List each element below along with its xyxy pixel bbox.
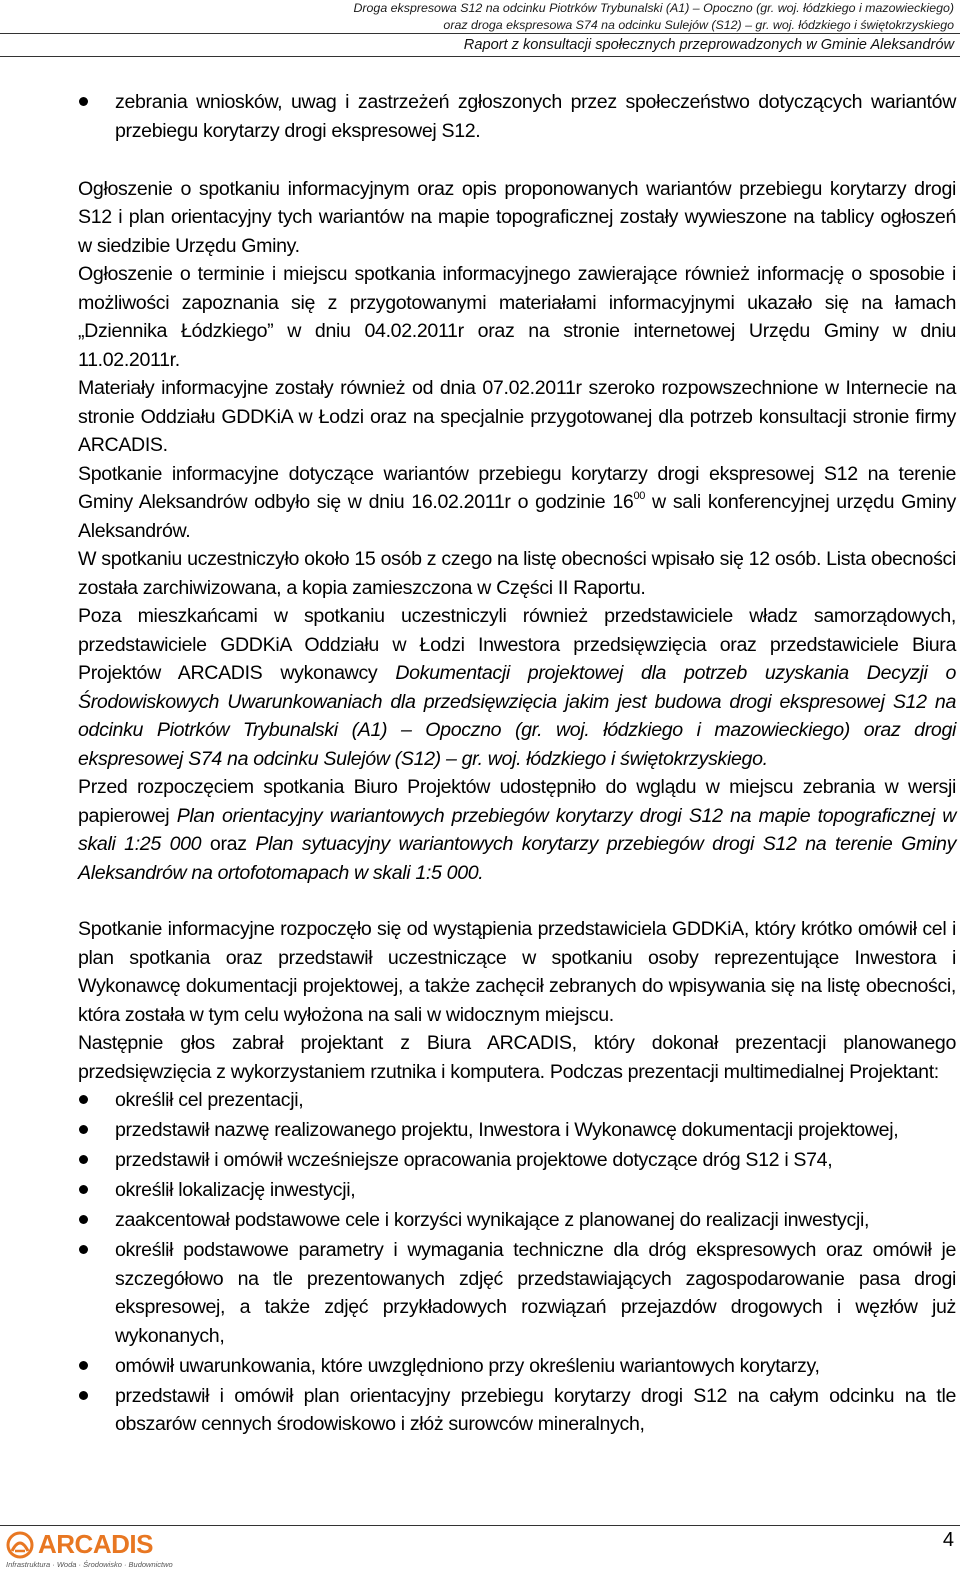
bullet-icon	[79, 1391, 88, 1400]
paragraph: Ogłoszenie o terminie i miejscu spotkania informacyjnego zawierające również informację o sposobie i możliwości zapoznania się z przygotowanymi materiałami informacyjnymi ukazało się na łamach „Dziennika Łódzkiego” w dniu 04.02.2011r oraz na stronie internetowej Urzędu Gminy w dniu 11.02.2011r.	[78, 263, 956, 371]
list-item-text: omówił uwarunkowania, które uwzględniono przy określeniu wariantowych korytarzy,	[115, 1354, 820, 1377]
plan-title-italic: Plan sytuacyjny wariantowych korytarzy przebiegów drogi S12 na terenie Gminy Aleksandrów na ortofotomapach w skali 1:5 000.	[78, 833, 957, 884]
paragraph: Spotkanie informacyjne rozpoczęło się od wystąpienia przedstawiciela GDDKiA, który krótko omówił cel i plan spotkania oraz przedstawił uczestniczące w spotkaniu osoby reprezentujące Inwestora i Wykonawcę dokumentacji projektowej, a także zachęcił zebranych do wpisywania się na listę obecności, która została w tym celu wyłożona na sali w widocznym miejscu.	[78, 918, 956, 1026]
list-item-text: przedstawił i omówił plan orientacyjny przebiegu korytarzy drogi S12 na całym odcinku na tle obszarów cennych środowiskowo i złóż surowców mineralnych,	[115, 1384, 956, 1435]
paragraph: W spotkaniu uczestniczyło około 15 osób z czego na listę obecności wpisało się 12 osób. Lista obecności została zarchiwizowana, a kopia zamieszczona w Części II Raportu.	[78, 548, 956, 599]
list-item-text: określił lokalizację inwestycji,	[115, 1179, 356, 1201]
list-item-text: przedstawił nazwę realizowanego projektu, Inwestora i Wykonawcę dokumentacji projektowej,	[115, 1119, 899, 1141]
list-item-text: określił cel prezentacji,	[115, 1089, 304, 1111]
header-line-2: oraz droga ekspresowa S74 na odcinku Sulejów (S12) – gr. woj. łódzkiego i świętokrzyskiego	[443, 18, 954, 32]
superscript-minutes: 00	[633, 490, 645, 502]
paragraph-text: Przed rozpoczęciem spotkania Biuro Projektów udostępniło do wglądu w miejscu zebrania w wersji papierowej	[78, 776, 956, 827]
list-item-text: przedstawił i omówił wcześniejsze opracowania projektowe dotyczące dróg S12 i S74,	[115, 1149, 833, 1171]
page-header	[0, 0, 960, 58]
paragraph: Materiały informacyjne zostały również od dnia 07.02.2011r szeroko rozpowszechnione w Internecie na stronie Oddziału GDDKiA w Łodzi oraz na specjalnie przygotowanej dla potrzeb konsultacji stronie firmy ARCADIS.	[78, 377, 956, 456]
paragraph	[78, 460, 956, 546]
bullet-icon	[79, 1155, 88, 1164]
paragraph	[78, 773, 956, 887]
document-title-italic: Dokumentacji projektowej dla potrzeb uzyskania Decyzji o Środowiskowych Uwarunkowaniach dla przedsięwzięcia jakim jest budowa drogi ekspresowej S12 na odcinku Piotrków Trybunalski (A1) – Opoczno (gr. woj. łódzkiego i mazowieckiego) oraz drogi ekspresowej S74 na odcinku Sulejów (S12) – gr. woj. łódzkiego i świętokrzyskiego.	[78, 662, 956, 770]
page-footer	[0, 1521, 960, 1573]
header-report-title: Raport z konsultacji społecznych przeprowadzonych w Gminie Aleksandrów	[463, 37, 954, 53]
bullet-icon	[79, 97, 88, 106]
bullet-icon	[79, 1245, 88, 1254]
list-item-text: zebrania wniosków, uwag i zastrzeżeń zgłoszonych przez społeczeństwo dotyczących wariantów przebiegu korytarzy drogi ekspresowej S12.	[115, 91, 956, 142]
bullet-icon	[79, 1185, 88, 1194]
logo-name: ARCADIS	[38, 1529, 153, 1559]
paragraph-text: Spotkanie informacyjne dotyczące wariantów przebiegu korytarzy drogi ekspresowej S12 na terenie Gminy Aleksandrów odbyło się w dniu 16.02.2011r o godzinie 16	[78, 462, 956, 513]
paragraph	[78, 602, 956, 773]
list-item	[78, 1382, 956, 1439]
arcadis-logo	[4, 1529, 173, 1571]
bullet-icon	[79, 1095, 88, 1104]
bullet-icon	[79, 1215, 88, 1224]
list-item	[78, 1176, 956, 1205]
header-line-1: Droga ekspresowa S12 na odcinku Piotrków Trybunalski (A1) – Opoczno (gr. woj. łódzkiego i mazowieckiego)	[353, 1, 954, 15]
bullet-list-top	[78, 88, 956, 145]
list-item	[78, 1352, 956, 1381]
document-body	[78, 88, 956, 1440]
paragraph-text: Poza mieszkańcami w spotkaniu uczestniczyli również przedstawiciele władz samorządowych, przedstawiciele GDDKiA Oddziału w Łodzi Inwestora przedsięwzięcia oraz przedstawiciele Biura Projektów ARCADIS wykonawcy	[78, 605, 956, 684]
list-item-text: zaakcentował podstawowe cele i korzyści wynikające z planowanej do realizacji inwestycji,	[115, 1209, 870, 1231]
paragraph: Ogłoszenie o spotkaniu informacyjnym oraz opis proponowanych wariantów przebiegu korytarzy drogi S12 i plan orientacyjny tych wariantów na mapie topograficznej zostały wywieszone na tablicy ogłoszeń w siedzibie Urzędu Gminy.	[78, 177, 956, 257]
list-item	[78, 88, 956, 145]
list-item	[78, 1116, 956, 1145]
arcadis-mark-icon	[6, 1531, 34, 1559]
list-item	[78, 1206, 956, 1235]
list-item	[78, 1086, 956, 1115]
footer-divider	[0, 1525, 960, 1526]
bullet-list-presentation	[78, 1086, 956, 1439]
header-divider-bottom	[0, 56, 960, 57]
bullet-icon	[79, 1361, 88, 1370]
list-item	[78, 1146, 956, 1175]
map-title-italic: Plan orientacyjny wariantowych przebiegów korytarzy drogi S12 na mapie topograficznej w skali 1:25 000	[78, 804, 957, 855]
page-number: 4	[942, 1529, 954, 1551]
logo-tagline: Infrastruktura · Woda · Środowisko · Budownictwo	[6, 1560, 173, 1569]
paragraph-text: oraz	[201, 833, 256, 855]
bullet-icon	[79, 1125, 88, 1134]
list-item	[78, 1236, 956, 1350]
paragraph-text: w sali konferencyjnej urzędu Gminy Aleksandrów.	[78, 491, 956, 542]
list-item-text: określił podstawowe parametry i wymagania techniczne dla dróg ekspresowych oraz omówił je szczegółowo na tle prezentowanych zdjęć przedstawiających zagospodarowanie pasa drogi ekspresowej, a także zdjęć przykładowych rozwiązań przejazdów drogowych i węzłów już wykonanych,	[115, 1239, 956, 1347]
paragraph: Następnie głos zabrał projektant z Biura ARCADIS, który dokonał prezentacji planowanego przedsięwzięcia z wykorzystaniem rzutnika i komputera. Podczas prezentacji multimedialnej Projektant:	[78, 1032, 956, 1083]
header-divider-top	[0, 33, 960, 34]
